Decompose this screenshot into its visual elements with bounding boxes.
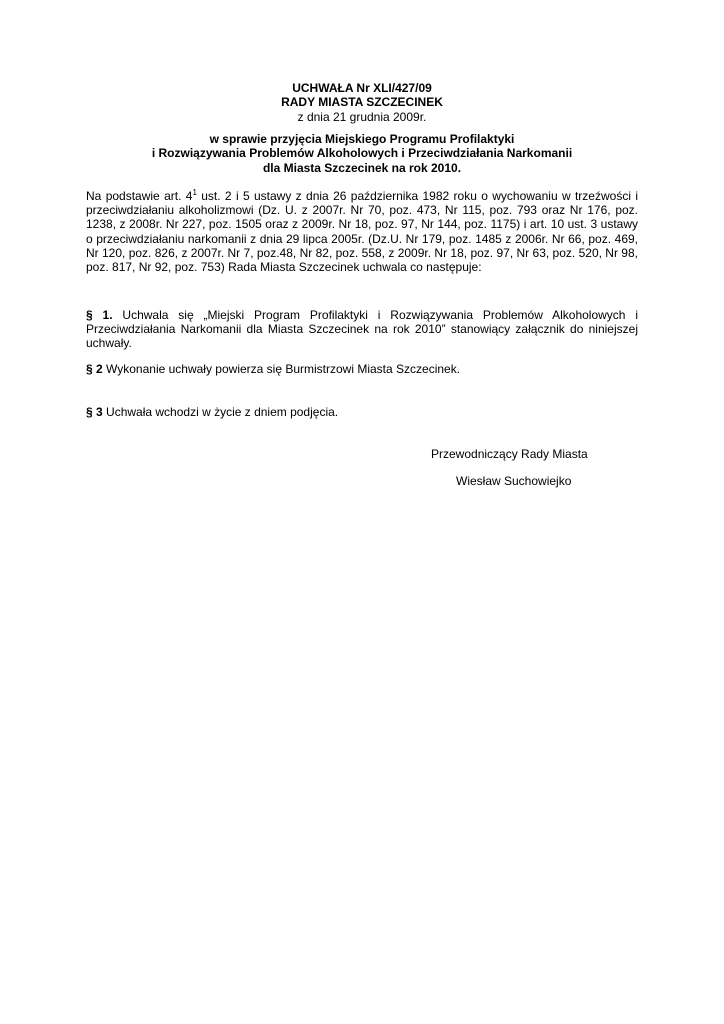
section-2 xyxy=(86,362,638,376)
resolution-date: z dnia 21 grudnia 2009r. xyxy=(297,109,427,124)
section-3-text: Uchwała wchodzi w życie z dniem podjęcia. xyxy=(102,405,339,419)
section-1-text: Uchwala się „Miejski Program Profilaktyki i Rozwiązywania Problemów Alkoholowych i Przeciwdziałania Narkomanii dla Miasta Szczecinek na rok 2010” stanowiący załącznik do niniejszej uchwały. xyxy=(86,308,638,351)
subject-line-2: i Rozwiązywania Problemów Alkoholowych i Przeciwdziałania Narkomanii xyxy=(151,146,573,161)
section-1 xyxy=(86,308,638,351)
subject-line-1: w sprawie przyjęcia Miejskiego Programu Profilaktyki xyxy=(209,132,515,146)
section-3-label: § 3 xyxy=(86,405,103,419)
resolution-title: UCHWAŁA Nr XLI/427/09 xyxy=(292,81,432,95)
legal-basis-text-start: Na podstawie art. 4 xyxy=(86,189,193,203)
signatory-name: Wiesław Suchowiejko xyxy=(456,474,572,488)
resolution-subject xyxy=(86,132,638,175)
section-3 xyxy=(86,405,638,419)
council-name: RADY MIASTA SZCZECINEK xyxy=(281,95,443,110)
resolution-header xyxy=(86,81,638,124)
subject-line-3: dla Miasta Szczecinek na rok 2010. xyxy=(262,160,462,175)
legal-basis-text-end: ust. 2 i 5 ustawy z dnia 26 października 1982 roku o wychowaniu w trzeźwości i przeciwdziałaniu alkoholizmowi (Dz. U. z 2007r. Nr 70, poz. 473, Nr 115, poz. 793 oraz Nr 176, poz. 1238, z 2008r. Nr 227, poz. 1505 oraz z 2009r. Nr 18, poz. 97, Nr 144, poz. 1175) i art. 10 ust. 3 ustawy o przeciwdziałaniu narkomanii z dnia 29 lipca 2005r. (Dz.U. Nr 179, poz. 1485 z 2006r. Nr 66, poz. 469, Nr 120, poz. 826, z 2007r. Nr 7, poz.48, Nr 82, poz. 558, z 2009r. Nr 18, poz. 97, Nr 63, poz. 520, Nr 98, poz. 817, Nr 92, poz. 753) Rada Miasta Szczecinek uchwala co następuje: xyxy=(86,189,639,275)
section-1-label: § 1. xyxy=(86,308,113,322)
section-2-label: § 2 xyxy=(86,362,103,376)
article-superscript: 1 xyxy=(192,188,197,197)
signatory-role: Przewodniczący Rady Miasta xyxy=(431,447,588,461)
legal-basis-paragraph xyxy=(86,189,638,274)
section-2-text: Wykonanie uchwały powierza się Burmistrzowi Miasta Szczecinek. xyxy=(102,362,461,376)
